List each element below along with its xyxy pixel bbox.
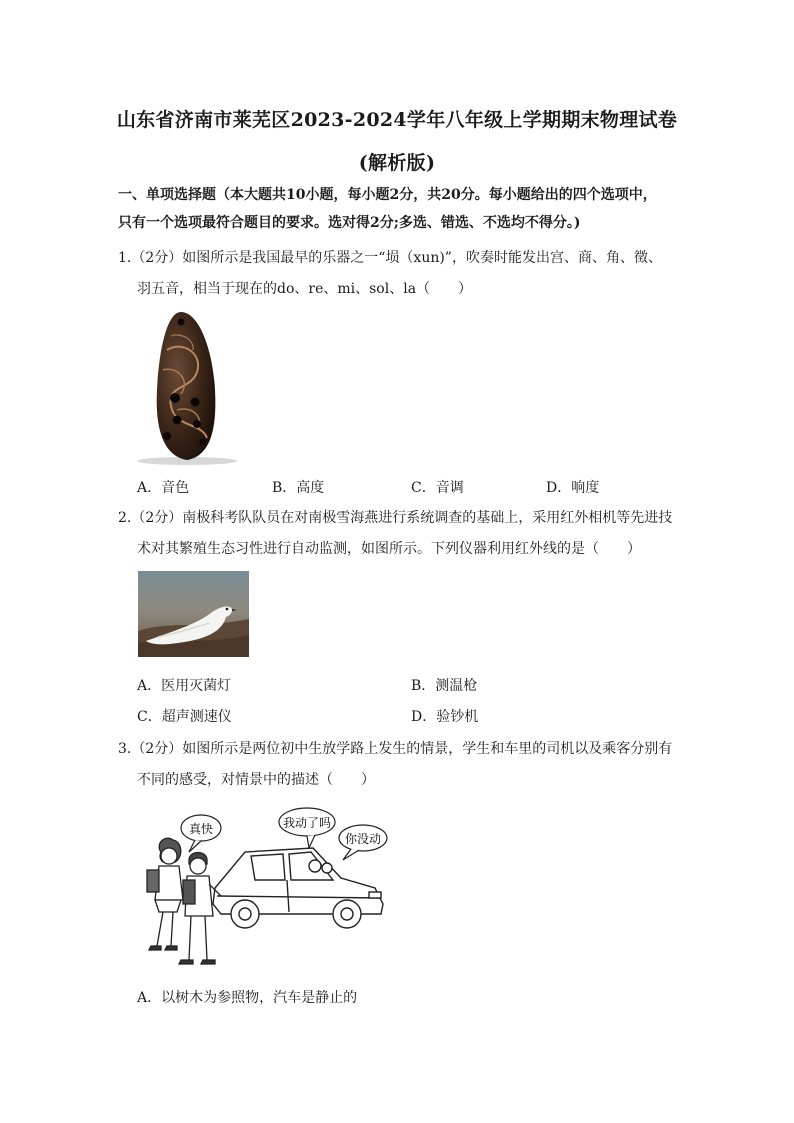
bubble-text-3: 你没动 — [344, 832, 382, 846]
q3-option-a[interactable]: A．以树木为参照物，汽车是静止的 — [137, 990, 358, 1006]
xun-instrument-image — [137, 310, 243, 466]
section-heading-line2: 只有一个选项最符合题目的要求。选对得2分;多选、错选、不选均不得分。) — [118, 215, 581, 231]
question-2 — [118, 503, 688, 565]
q2-option-a[interactable]: A．医用灭菌灯 — [137, 678, 232, 694]
question-1 — [118, 243, 688, 305]
question-2-line2: 术对其繁殖生态习性进行自动监测，如图所示。下列仪器利用红外线的是（ ） — [137, 541, 641, 557]
bubble-text-2: 我动了吗 — [282, 816, 332, 830]
exam-title: 山东省济南市莱芜区2023-2024学年八年级上学期期末物理试卷 — [116, 109, 678, 131]
question-3-line1: 3.（2分）如图所示是两位初中生放学路上发生的情景，学生和车里的司机以及乘客分别有 — [118, 741, 673, 757]
q1-option-c[interactable]: C．音调 — [411, 480, 464, 496]
question-3-line2: 不同的感受，对情景中的描述（ ） — [137, 772, 375, 788]
question-3 — [118, 734, 688, 796]
section-heading — [118, 181, 688, 237]
q2-option-d[interactable]: D．验钞机 — [411, 709, 479, 725]
bubble-text-1: 真快 — [188, 822, 214, 836]
question-2-line1: 2.（2分）南极科考队队员在对南极雪海燕进行系统调查的基础上，采用红外相机等先进技 — [118, 510, 673, 526]
q1-option-d[interactable]: D．响度 — [546, 480, 600, 496]
q1-option-a[interactable]: A．音色 — [137, 480, 190, 496]
section-heading-line1: 一、单项选择题（本大题共10小题，每小题2分，共20分。每小题给出的四个选项中， — [118, 187, 657, 203]
q1-option-b[interactable]: B．高度 — [272, 480, 325, 496]
question-1-line1: 1.（2分）如图所示是我国最早的乐器之一“埙（xun)”，吹奏时能发出宫、商、角、徵、 — [118, 250, 662, 266]
q2-option-b[interactable]: B．测温枪 — [411, 678, 478, 694]
students-and-car-illustration — [137, 800, 389, 970]
q2-option-c[interactable]: C．超声测速仪 — [137, 709, 232, 725]
exam-subtitle: (解析版) — [358, 152, 436, 174]
snow-petrel-photo — [138, 571, 249, 657]
question-1-line2: 羽五音，相当于现在的do、re、mi、sol、la（ ） — [137, 281, 473, 297]
